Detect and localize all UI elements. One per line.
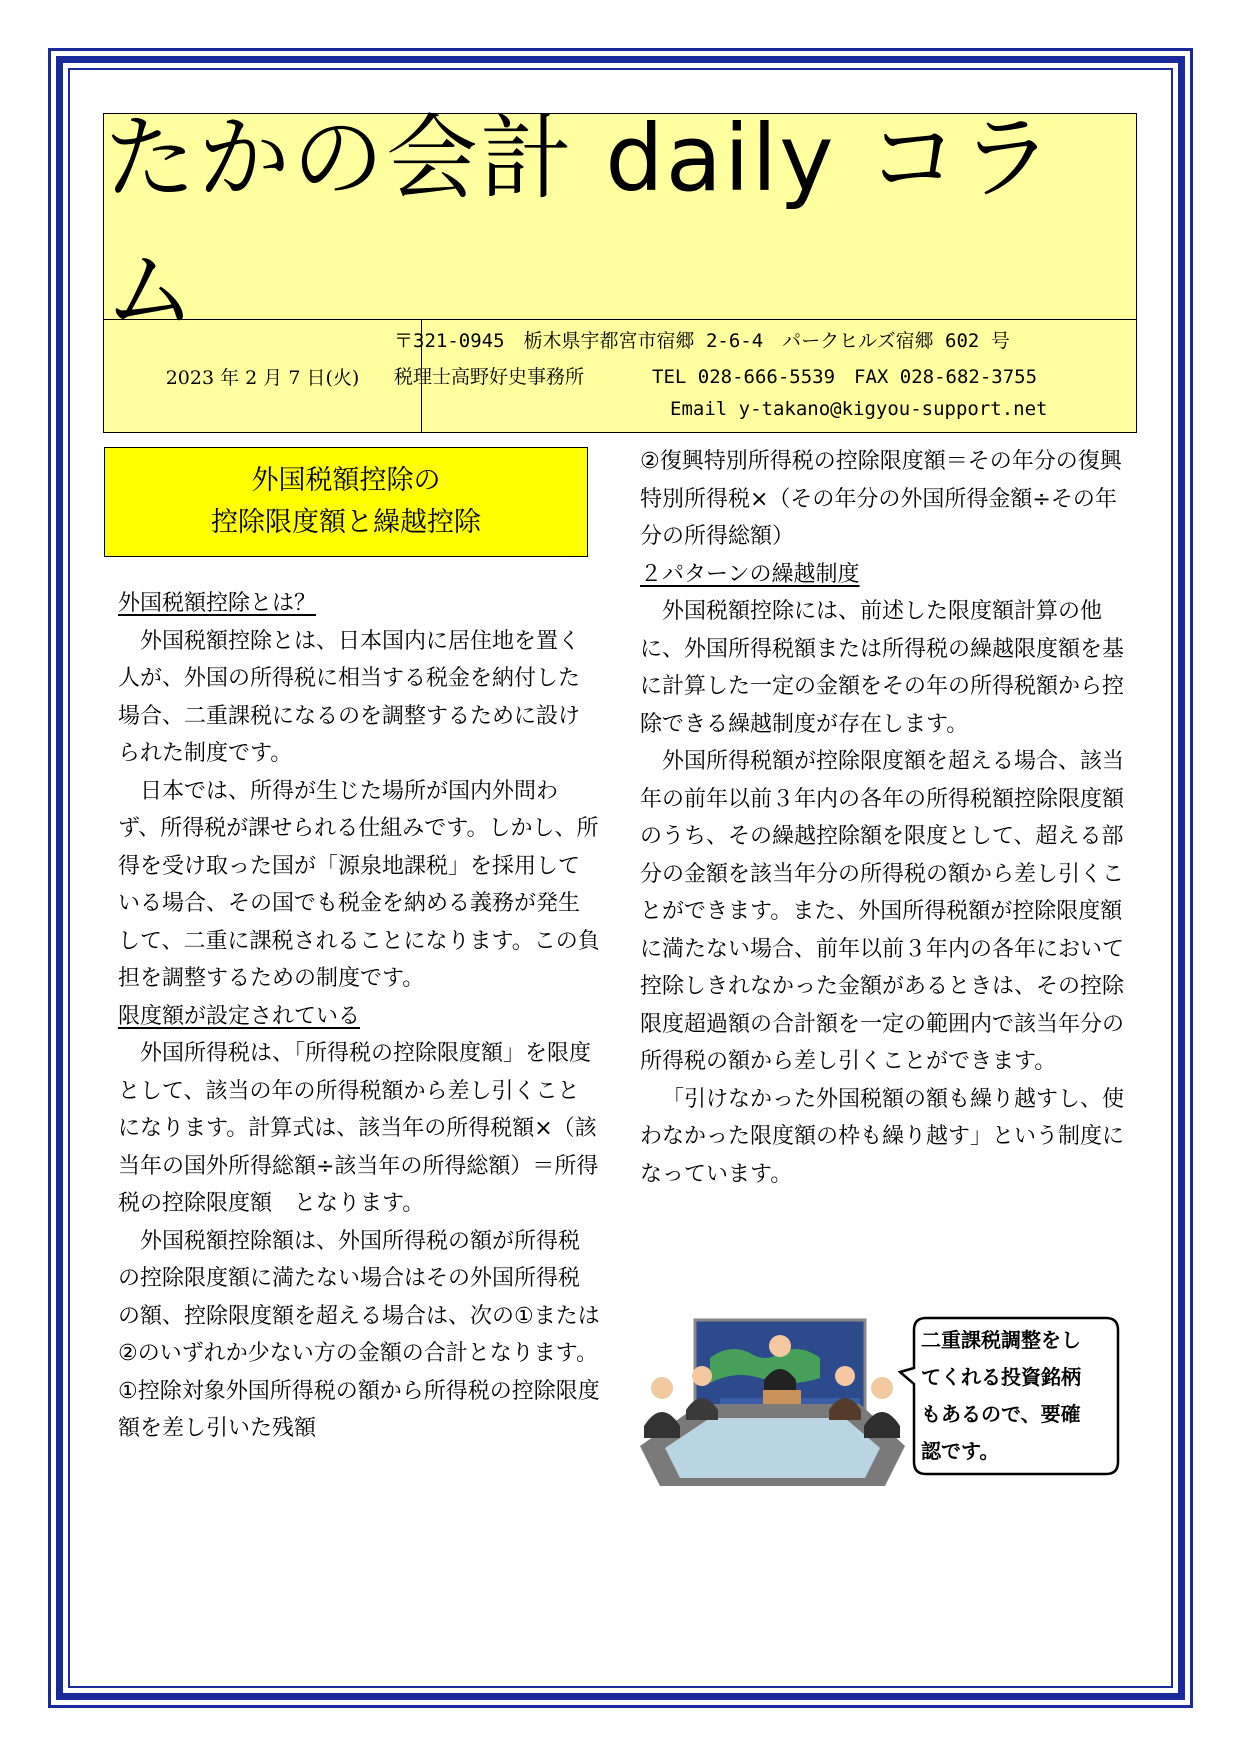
issue-date: 2023 年 2 月 7 日(火) (104, 320, 422, 432)
speech-line: 認です。 (921, 1439, 1000, 1463)
office-name: 税理士高野好史事務所 (394, 366, 585, 388)
newsletter-title: たかの会計 daily コラム (104, 104, 1055, 344)
section-heading-what-is: 外国税額控除とは？ (118, 591, 317, 616)
right-column (640, 443, 1135, 1193)
header-info-row (104, 319, 1136, 432)
left-column (118, 585, 600, 1448)
paragraph: 日本では、所得が生じた場所が国内外問わず、所得税が課せられる仕組みです。しかし、所得を受け取った国が「源泉地課税」を採用している場合、その国でも税金を納める義務が発生して、二重に課税されることになります。この負担を調整するための制度です。 (118, 778, 600, 991)
paragraph: 外国税額控除には、前述した限度額計算の他に、外国所得税額または所得税の繰越限度額を基に計算した一定の金額をその年の所得税額から控除できる繰越制度が存在します。 (640, 599, 1125, 737)
speaker-head (769, 1335, 791, 1357)
speech-line: もあるので、要確 (921, 1402, 1081, 1426)
topic-title-line2: 控除限度額と繰越控除 (211, 507, 481, 538)
paragraph: 外国所得税額が控除限度額を超える場合、該当年の前年以前３年内の各年の所得税額控除限度額のうち、その繰越控除額を限度として、超える部分の金額を該当年分の所得税の額から差し引くことができます。また、外国所得税額が控除限度額に満たない場合、前年以前３年内の各年において控除しきれなかった金額があるときは、その控除限度超過額の合計額を一定の範囲内で該当年分の所得税の額から差し引くことができます。 (640, 749, 1125, 1074)
speech-line: てくれる投資銘柄 (921, 1365, 1081, 1389)
office-email[interactable]: Email y-takano@kigyou-support.net (670, 398, 1048, 420)
speech-line: 二重課税調整をし (921, 1328, 1081, 1352)
topic-title-box (104, 447, 588, 557)
section-heading-limit: 限度額が設定されている (118, 1003, 361, 1029)
topic-title-line1: 外国税額控除の (251, 465, 441, 496)
header-box (103, 104, 1137, 433)
paragraph: 外国税額控除額は、外国所得税の額が所得税の控除限度額に満たない場合はその外国所得税の額、控除限度額を超える場合は、次の①または②のいずれか少ない方の金額の合計となります。 (118, 1228, 600, 1366)
section-heading-carryover: ２パターンの繰越制度 (640, 561, 860, 587)
office-address: 〒321-0945 栃木県宇都宮市宿郷 2-6-4 パークヒルズ宿郷 602 号 (394, 330, 1010, 352)
paragraph: 外国所得税は、「所得税の控除限度額」を限度として、該当の年の所得税額から差し引くことになります。計算式は、該当年の所得税額×（該当年の国外所得総額÷該当年の所得総額）＝所得税の控除限度額 となります。 (118, 1041, 599, 1216)
paragraph: ①控除対象外国所得税の額から所得税の控除限度額を差し引いた残額 (118, 1378, 600, 1441)
meeting-illustration (640, 1318, 905, 1488)
paragraph: ②復興特別所得税の控除限度額＝その年分の復興特別所得税×（その年分の外国所得金額÷その年分の所得総額） (640, 449, 1122, 549)
office-phone-fax: TEL 028-666-5539 FAX 028-682-3755 (652, 366, 1038, 388)
paragraph: 「引けなかった外国税額の額も繰り越すし、使わなかった限度額の枠も繰り越す」という制度になっています。 (640, 1086, 1125, 1187)
speech-bubble-text (921, 1322, 1111, 1470)
paragraph: 外国税額控除とは、日本国内に居住地を置く人が、外国の所得税に相当する税金を納付した場合、二重課税になるのを調整するために設けられた制度です。 (118, 628, 581, 766)
